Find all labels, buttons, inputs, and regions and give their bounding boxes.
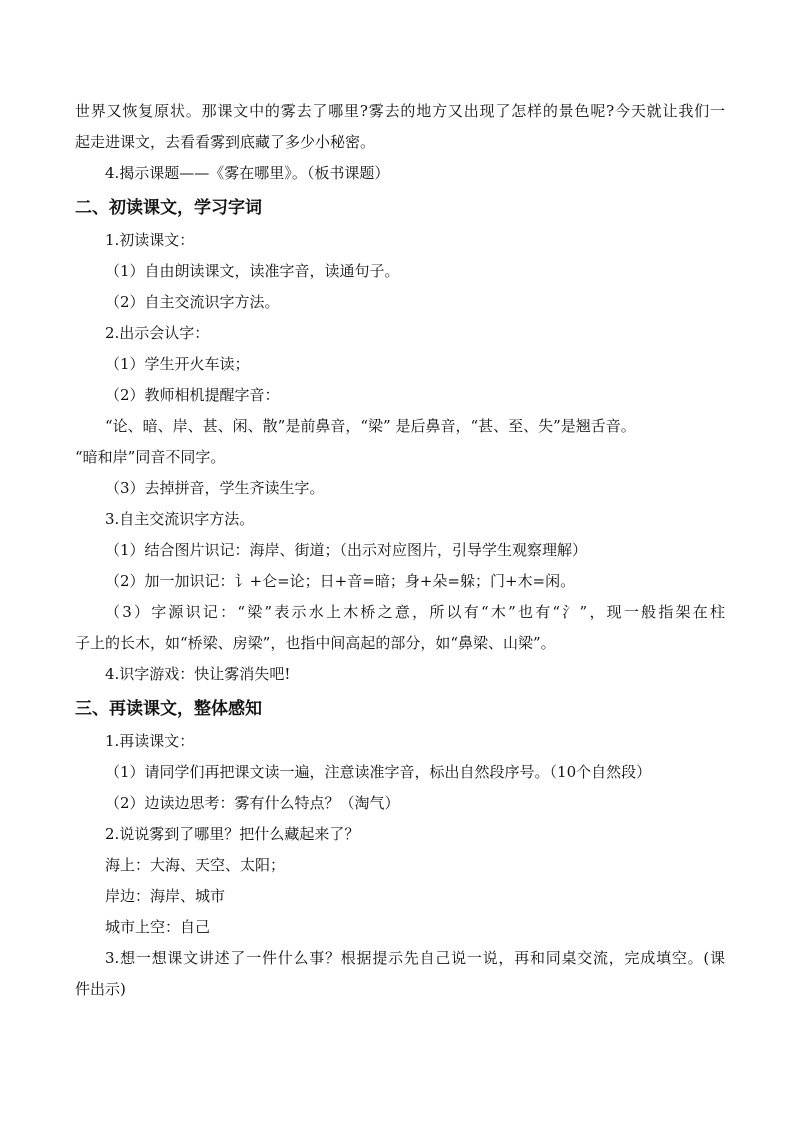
- paragraph-line: 1.再读课文：: [105, 732, 195, 750]
- paragraph-line: 世界又恢复原状。那课文中的雾去了哪里?雾去的地方又出现了怎样的景色呢?今天就让我们一: [75, 102, 725, 120]
- paragraph-line: （1）请同学们再把课文读一遍，注意读准字音，标出自然段序号。（10个自然段）: [105, 763, 652, 781]
- paragraph-line: 海上：大海、天空、太阳；: [105, 856, 286, 874]
- paragraph-line: 1.初读课文：: [105, 231, 195, 249]
- paragraph-line: （2）加一加识记：讠+仑=论；日+音=暗；身+朵=躲；门+木=闲。: [105, 572, 576, 590]
- paragraph-line: （1）结合图片识记：海岸、街道；（出示对应图片，引导学生观察理解）: [105, 541, 588, 559]
- paragraph-line: “论、暗、岸、甚、闲、散”是前鼻音，“梁” 是后鼻音，“甚、至、失”是翘舌音。: [105, 417, 636, 435]
- section-heading-2: 二、初读课文，学习字词: [75, 198, 262, 218]
- paragraph-line: （3）去掉拼音，学生齐读生字。: [105, 479, 325, 497]
- paragraph-line: 子上的长木，如“桥梁、房梁”，也指中间高起的部分，如“鼻梁、山梁”。: [75, 634, 556, 652]
- paragraph-line: 2.说说雾到了哪里？把什么藏起来了？: [105, 825, 360, 843]
- paragraph-line: （2）教师相机提醒字音：: [105, 386, 280, 404]
- lesson-plan-body: [75, 96, 725, 1005]
- paragraph-line: 4.揭示课题——《雾在哪里》。（板书课题）: [105, 164, 390, 182]
- paragraph-line: 3.想一想课文讲述了一件什么事？根据提示先自己说一说，再和同桌交流，完成填空。(课: [105, 949, 725, 967]
- paragraph-line: （2）边读边思考：雾有什么特点？（淘气）: [105, 794, 400, 812]
- paragraph-line: 4.识字游戏：快让雾消失吧!: [105, 665, 291, 683]
- paragraph-line: （1）自由朗读课文，读准字音，读通句子。: [105, 262, 400, 280]
- paragraph-line: “暗和岸”同音不同字。: [75, 448, 226, 466]
- paragraph-line: （3）字源识记：“梁”表示水上木桥之意，所以有“木”也有“氵”，现一般指架在柱: [105, 603, 725, 621]
- paragraph-line: 起走进课文，去看看雾到底藏了多少小秘密。: [75, 133, 376, 151]
- paragraph-line: （2）自主交流识字方法。: [105, 293, 280, 311]
- paragraph-line: 件出示): [75, 980, 126, 998]
- section-heading-3: 三、再读课文，整体感知: [75, 699, 262, 719]
- paragraph-line: 2.出示会认字：: [105, 324, 210, 342]
- paragraph-line: 3.自主交流识字方法。: [105, 510, 255, 528]
- paragraph-line: 城市上空：自己: [105, 918, 211, 936]
- paragraph-line: 岸边：海岸、城市: [105, 887, 226, 905]
- paragraph-line: （1）学生开火车读；: [105, 355, 250, 373]
